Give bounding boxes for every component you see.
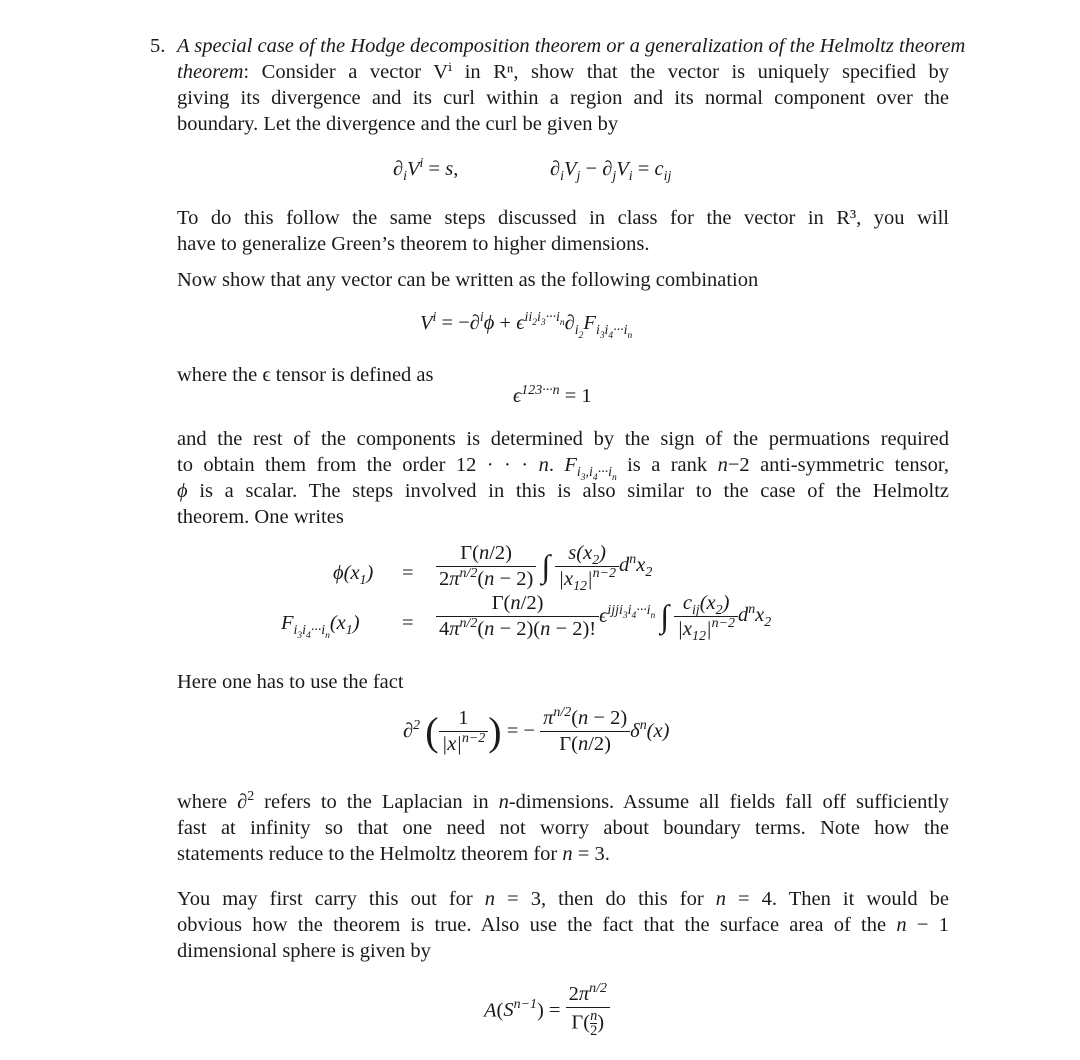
- paragraph-permutations: [177, 426, 949, 530]
- p7-line-1: where ∂$^2$ refers to the Laplacian in n-dimensions. Assume all fields fall off sufficiently: [177, 789, 949, 813]
- curl-equation: $\partial_iV_j - \partial_jV_i = c_{ij}$: [550, 158, 672, 185]
- paragraph-combination: Now show that any vector can be written as the following combination: [177, 269, 759, 291]
- problem-title: A special case of the Hodge decomposition theorem or a generalization of the Helmoltz theorem: [177, 35, 966, 57]
- sphere-area-equation: $A(S^{n-1})$ = $2\pi^{n/2}$ Γ( $\frac{n}{2}$ ): [484, 983, 610, 1039]
- problem-number: 5.: [150, 35, 166, 57]
- p5-line-4: theorem. One writes: [177, 506, 344, 528]
- intro-line-3: giving its divergence and its curl within a region and its normal component over the: [177, 87, 949, 109]
- intro-paragraph: [177, 33, 966, 137]
- intro-line-1: [177, 33, 966, 59]
- p5-line-2: to obtain them from the order 12 · · · n. $F_{i_3,i_4\cdot\cdot\cdot i_n}$ is a rank n−2 anti-symmetric tensor,: [177, 454, 949, 483]
- paragraph-epsilon-def: where the ϵ tensor is defined as: [177, 364, 434, 386]
- paragraph-surface-area: [177, 886, 949, 964]
- p8-line-1: You may first carry this out for n = 3, then do this for n = 4. Then it would be: [177, 888, 949, 910]
- decomposition-equation: $V^i = -\partial^i\phi + \epsilon^{ii_2i_3\cdot\cdot\cdot i_n}\partial_{i_2}F_{i_3i_4\cdot\cdot\cdot i_n}$: [420, 310, 633, 341]
- p8-line-2: obvious how the theorem is true. Also use the fact that the surface area of the n − 1: [177, 914, 949, 936]
- p2-line-1: To do this follow the same steps discussed in class for the vector in R³, you will: [177, 207, 949, 229]
- intro-line-2: theorem: Consider a vector Vⁱ in Rⁿ, show that the vector is uniquely specified by: [177, 61, 949, 83]
- p5-line-3: ϕ is a scalar. The steps involved in this is also similar to the case of the Helmoltz: [177, 480, 949, 502]
- laplacian-equation: ∂$^2$ ( $\frac{1}{|x|^{n-2}}$ ) = − $\frac{\pi^{n/2}(n - 2)}{\Gamma(n/2)}$ $\delta^n(x)$: [403, 705, 670, 755]
- p8-line-3: dimensional sphere is given by: [177, 940, 431, 962]
- document-page: 5. A special case of the Hodge decomposition theorem or a generalization of the Helmoltz theorem theorem: Consider a vector Vⁱ in Rⁿ, show that the vector is uniquely specified by giving its divergence and its curl within a region and its normal component over the boundary. Let the divergence and the curl be given by $\partial_iV^i = s$, $\partial_iV_j - \partial_jV_i = c_{ij}$ To do this follow the same steps discussed in class for the vector in R³, you will have to generalize Green’s theorem to higher dimensions. Now show that any vector can be written as the following combination $V^i = -\partial^i\phi + \epsilon^{ii_2i_3\cdot\cdot\cdot i_n}\partial_{i_2}F_{i_3i_4\cdot\cdot\cdot i_n}$ where the ϵ tensor is defined as $\epsilon^{123\cdot\cdot\cdot n} = 1$ and the rest of the components is determined by the sign of the permuations required to obtain them from the order 12 · · · n. $F_{i_3,i_4\cdot\cdot\cdot i_n}$ is a rank n−2 anti-symmetric tensor, ϕ is a scalar. The steps involved in this is also similar to the case of the Helmoltz theorem. One writes $\phi(x_1)$ = $\frac{\Gamma(n/2)}{2\pi^{n/2}(n - 2)}$ ∫ $\frac{s(x_2)}{|x_{12}|^{n-2}}$ $d^nx_2$ $F_{i_3i_4\cdot\cdot\cdot i_n}(x_1)$ = $\frac{\Gamma(n/2)}{4\pi^{n/2}(n - 2)(n - 2)!}$ $\epsilon^{ijji_3i_4\cdot\cdot\cdot i_n}$ ∫ $\frac{c_{ij}(x_2)}{|x_{12}|^{n-2}}$ $d^nx_2$ Here one has to use the fact ∂$^2$ ( $\frac{1}{|x|^{n-2}}$ ) = − $\frac{\pi^{n/2}(n - 2)}{\Gamma(n/2)}$ $\delta^n(x)$ where ∂$^2$ refers to the Laplacian in n-dimensions. Assume all fields fall off sufficiently fast at infinity so that one need not worry about boundary terms. Note how the statements reduce to the Helmoltz theorem for n = 3. You may first carry this out for n = 3, then do this for n = 4. Then it would be obvious how the theorem is true. Also use the fact that the surface area of the n − 1 dimensional sphere is given by $A(S^{n-1})$ = $2\pi^{n/2}$ Γ( $\frac{n}{2}$ ): [150, 35, 966, 1040]
- p2-line-2: have to generalize Green’s theorem to higher dimensions.: [177, 233, 650, 255]
- paragraph-laplacian: [177, 789, 949, 867]
- p7-line-2: fast at infinity so that one need not worry about boundary terms. Note how the: [177, 817, 949, 839]
- divergence-equation: $\partial_iV^i = s$,: [393, 156, 459, 185]
- intro-line-4: boundary. Let the divergence and the curl be given by: [177, 113, 619, 135]
- paragraph-fact: Here one has to use the fact: [177, 671, 404, 693]
- epsilon-equation: $\epsilon^{123\cdot\cdot\cdot n} = 1$: [513, 383, 592, 407]
- p5-line-1: and the rest of the components is determined by the sign of the permuations required: [177, 428, 949, 450]
- paragraph-greens-theorem: [177, 205, 949, 257]
- p7-line-3: statements reduce to the Helmoltz theorem for n = 3.: [177, 843, 610, 865]
